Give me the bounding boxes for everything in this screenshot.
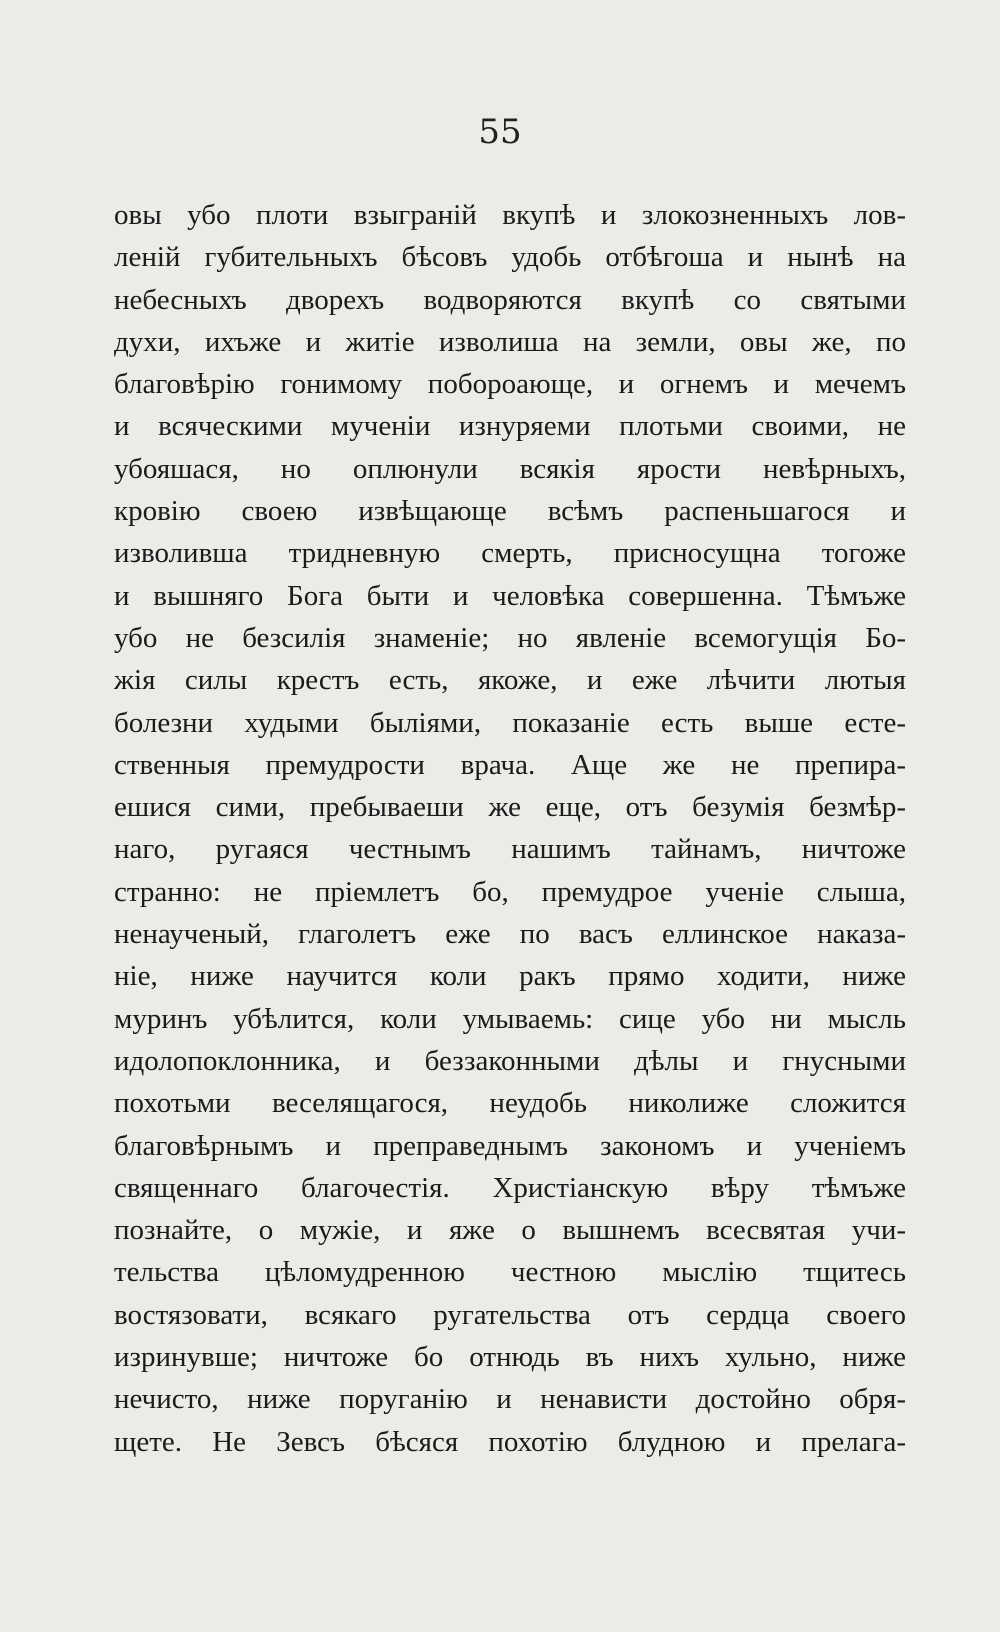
text-line: странно: не пріемлетъ бо, премудрое ученіе слыша, bbox=[114, 875, 906, 908]
text-line: идолопоклонника, и беззаконными дѣлы и гнусными bbox=[114, 1044, 906, 1077]
text-line: болезни худыми быліями, показаніе есть выше есте- bbox=[114, 706, 906, 739]
text-line: леній губительныхъ бѣсовъ удобь отбѣгоша и нынѣ на bbox=[114, 241, 906, 274]
text-line: священнаго благочестія. Христіанскую вѣру тѣмъже bbox=[114, 1171, 906, 1204]
text-line: жія силы крестъ есть, якоже, и еже лѣчити лютыя bbox=[114, 664, 906, 697]
text-line: наго, ругаяся честнымъ нашимъ тайнамъ, ничтоже bbox=[114, 833, 906, 866]
text-line: небесныхъ дворехъ водворяются вкупѣ со святыми bbox=[114, 283, 906, 316]
text-line: нечисто, ниже поруганію и ненависти достойно обря- bbox=[114, 1383, 906, 1416]
text-line: духи, ихъже и житіе изволиша на земли, овы же, по bbox=[114, 325, 906, 358]
text-line: кровію своею извѣщающе всѣмъ распеньшагося и bbox=[114, 495, 906, 528]
text-line: познайте, о мужіе, и яже о вышнемъ всесвятая учи- bbox=[114, 1214, 906, 1247]
body-text bbox=[114, 194, 906, 1463]
text-line: тельства цѣломудренною честною мыслію тщитесь bbox=[114, 1256, 906, 1289]
text-line: ственныя премудрости врача. Аще же не препира- bbox=[114, 748, 906, 781]
text-line: овы убо плоти взыграній вкупѣ и злокозненныхъ лов- bbox=[114, 199, 906, 231]
text-line: и вышняго Бога быти и человѣка совершенна. Тѣмъже bbox=[114, 579, 906, 612]
text-line: убояшася, но оплюнули всякія ярости невѣрныхъ, bbox=[114, 452, 906, 485]
text-line: изринувше; ничтоже бо отнюдь въ нихъ хульно, ниже bbox=[114, 1341, 906, 1374]
text-line: ешися сими, пребываеши же еще, отъ безумія безмѣр- bbox=[114, 791, 906, 824]
text-line: муринъ убѣлится, коли умываемь: сице убо ни мысль bbox=[114, 1002, 906, 1035]
text-line: благовѣрію гонимому побороающе, и огнемъ и мечемъ bbox=[114, 368, 906, 401]
text-line: убо не безсилія знаменіе; но явленіе всемогущія Бо- bbox=[114, 621, 906, 654]
text-line: ніе, ниже научится коли ракъ прямо ходити, ниже bbox=[114, 960, 906, 993]
text-line: щете. Не Зевсъ бѣсяся похотію блудною и прелага- bbox=[114, 1425, 906, 1458]
text-line: благовѣрнымъ и преправеднымъ закономъ и ученіемъ bbox=[114, 1129, 906, 1162]
text-line: изволивша тридневную смерть, присносущна тогоже bbox=[114, 537, 906, 570]
page-number: 55 bbox=[478, 112, 522, 152]
text-line: востязовати, всякаго ругательства отъ сердца своего bbox=[114, 1298, 906, 1331]
text-line: похотьми веселящагося, неудобь николиже сложится bbox=[114, 1087, 906, 1120]
text-line: ненаученый, глаголетъ еже по васъ еллинское наказа- bbox=[114, 918, 906, 951]
text-line: и всяческими мученіи изнуряеми плотьми своими, не bbox=[114, 410, 906, 443]
